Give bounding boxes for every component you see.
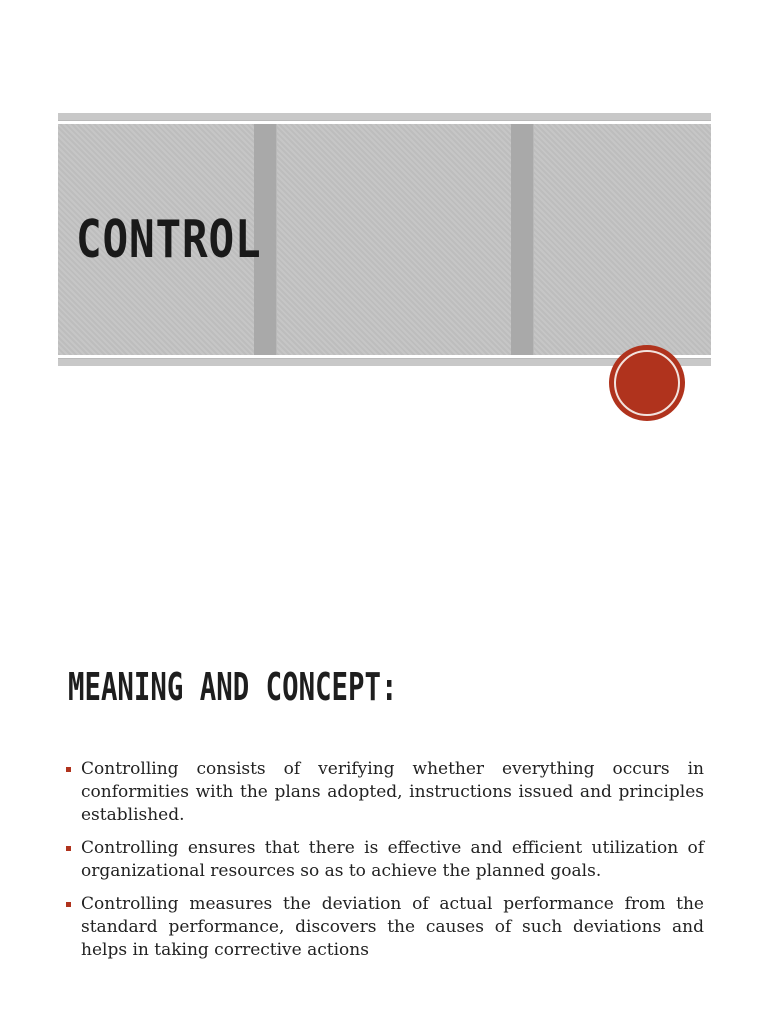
bullet-marker-icon <box>66 846 71 851</box>
accent-circle-icon <box>609 345 685 421</box>
banner-top-stripe <box>58 113 711 120</box>
banner-panel <box>534 124 711 355</box>
banner-panel <box>277 124 511 355</box>
banner-bottom-gap <box>58 355 711 358</box>
banner-divider <box>511 124 533 355</box>
bullet-marker-icon <box>66 767 71 772</box>
list-item <box>64 758 704 827</box>
bullet-text: Controlling measures the deviation of actual performance from the standard performance, discovers the causes of such deviations and helps in taking corrective actions <box>81 894 704 960</box>
bullet-text: Controlling ensures that there is effective and efficient utilization of organizational resources so as to achieve the planned goals. <box>81 838 704 881</box>
slide-title: CONTROL <box>76 210 262 270</box>
bullet-text: Controlling consists of verifying whether everything occurs in conformities with the plans adopted, instructions issued and principles established. <box>81 759 704 825</box>
bullet-marker-icon <box>66 902 71 907</box>
bullet-list <box>64 758 704 972</box>
list-item <box>64 837 704 883</box>
list-item <box>64 893 704 962</box>
accent-circle-ring <box>614 350 680 416</box>
section-heading: MEANING AND CONCEPT: <box>68 665 398 709</box>
